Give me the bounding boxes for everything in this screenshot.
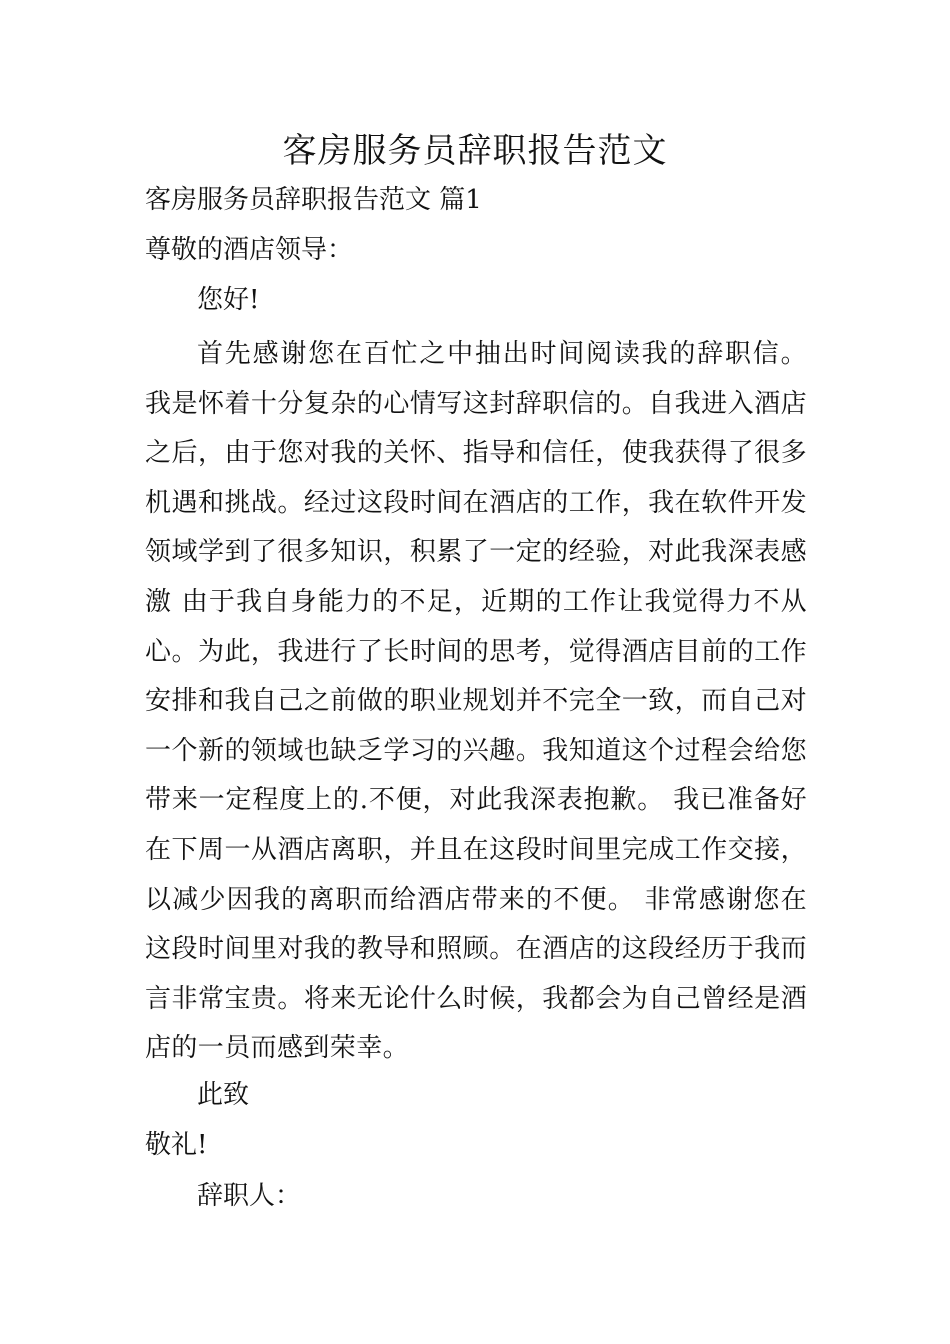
salutation: 尊敬的酒店领导：	[145, 235, 354, 265]
body-paragraph: 首先感谢您在百忙之中抽出时间阅读我的辞职信。 我是怀着十分复杂的心情写这封辞职信的。自我进入酒店之后，由于您对我的关怀、指导和信任，使我获得了很多机遇和挑战。经过这段时间在酒店的工作，我在软件开发领域学到了很多知识，积累了一定的经验，对此我深表感激 由于我自身能力的不足，近期的工作让我觉得力不从心。为此，我进行了长时间的思考，觉得酒店目前的工作安排和我自己之前做的职业规划并不完全一致，而自己对一个新的领域也缺乏学习的兴趣。我知道这个过程会给您带来一定程度上的.不便，对此我深表抱歉。 我已准备好在下周一从酒店离职，并且在这段时间里完成工作交接，以减少因我的离职而给酒店带来的不便。 非常感谢您在这段时间里对我的教导和照顾。在酒店的这段经历于我而言非常宝贵。将来无论什么时候，我都会为自己曾经是酒店的一员而感到荣幸。	[145, 339, 807, 1064]
closing: 此致	[197, 1080, 250, 1110]
signature-label: 辞职人：	[197, 1181, 302, 1211]
greeting: 您好!	[197, 285, 260, 315]
document-title: 客房服务员辞职报告范文	[282, 131, 668, 171]
regards: 敬礼!	[145, 1130, 208, 1160]
section-heading: 客房服务员辞职报告范文 篇1	[145, 185, 482, 215]
